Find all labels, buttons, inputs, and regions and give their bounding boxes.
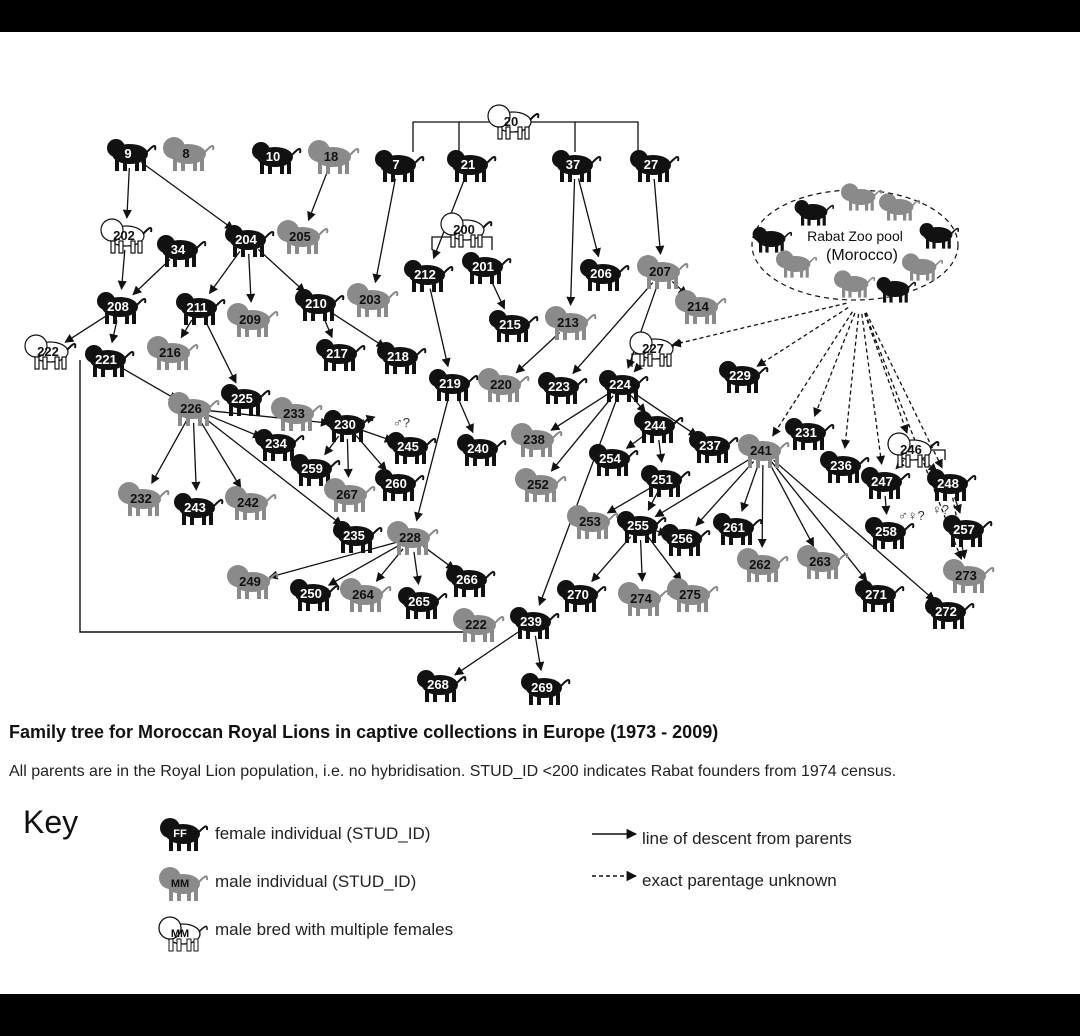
lion-node	[447, 150, 495, 182]
lion-node	[797, 545, 847, 579]
descent-line	[417, 398, 449, 521]
lion-node	[943, 559, 993, 593]
descent-line	[65, 315, 108, 343]
lion-id-label: 209	[239, 312, 261, 327]
lion-node	[227, 565, 277, 599]
lion-node	[308, 140, 358, 174]
lion-node	[557, 580, 605, 612]
key-descent-text: line of descent from parents	[642, 829, 852, 848]
lion-node	[429, 369, 477, 401]
lion-id-label: 216	[159, 345, 181, 360]
lion-id-label: 267	[336, 487, 358, 502]
lion-node	[785, 418, 833, 450]
lion-node	[271, 397, 321, 431]
descent-line	[309, 170, 328, 220]
descent-line	[762, 465, 763, 547]
lion-id-label: 211	[186, 300, 208, 315]
lion-node	[641, 465, 689, 497]
descent-line	[430, 289, 448, 367]
lion-id-label: 272	[935, 604, 957, 619]
lion-node	[387, 521, 437, 555]
lion-id-label: 213	[557, 315, 579, 330]
bottom-bar	[0, 994, 1080, 1036]
lion-id-label: 269	[531, 680, 553, 695]
lion-node	[567, 505, 617, 539]
lion-node	[457, 434, 505, 466]
svg-text:MM: MM	[170, 928, 190, 940]
lion-node	[347, 283, 397, 317]
lion-node	[943, 515, 991, 547]
lion-node	[637, 255, 687, 289]
descent-line	[122, 250, 125, 289]
descent-line	[885, 496, 886, 514]
lion-id-label: 223	[548, 379, 570, 394]
svg-text:FF: FF	[173, 828, 187, 840]
lion-id-label: 236	[830, 458, 852, 473]
unknown-parentage-line	[865, 313, 907, 433]
lion-node	[618, 582, 668, 616]
lion-id-label: 214	[687, 299, 709, 314]
lion-id-label: 247	[871, 474, 893, 489]
lion-id-label: 257	[953, 522, 975, 537]
lion-id-label: 261	[723, 520, 745, 535]
descent-line	[414, 552, 419, 584]
lion-id-label: 244	[644, 418, 666, 433]
lion-node	[927, 469, 975, 501]
descent-line	[641, 540, 643, 581]
lion-id-label: 248	[937, 476, 959, 491]
lion-node	[340, 578, 390, 612]
key-male-icon	[159, 867, 207, 901]
lion-id-label: 215	[499, 317, 521, 332]
descent-line	[571, 179, 575, 305]
lion-id-label: 226	[180, 401, 202, 416]
key-multi-text: male bred with multiple females	[215, 920, 454, 939]
lion-node	[888, 433, 938, 467]
pool-lion	[834, 270, 874, 297]
lion-id-label: 243	[184, 500, 206, 515]
lion-id-label: 268	[427, 677, 449, 692]
diagram-canvas	[0, 32, 1080, 994]
descent-line	[458, 397, 473, 433]
lion-id-label: 217	[326, 346, 348, 361]
lion-node	[719, 361, 767, 393]
lion-id-label: 203	[359, 292, 381, 307]
key-icons	[155, 810, 215, 960]
descent-line	[120, 367, 177, 400]
lion-id-label: 224	[609, 377, 631, 392]
descent-line	[551, 393, 610, 431]
lion-id-label: 20	[503, 114, 519, 129]
lion-node	[538, 372, 586, 404]
lion-node	[861, 467, 909, 499]
descent-line	[774, 460, 935, 600]
descent-line	[194, 423, 197, 490]
lion-node	[118, 482, 168, 516]
descent-line	[535, 636, 541, 670]
lion-id-label: 265	[408, 594, 430, 609]
lion-node	[176, 293, 224, 325]
lion-node	[417, 670, 465, 702]
lion-id-label: 27	[643, 157, 659, 172]
lion-node	[277, 220, 327, 254]
descent-line	[539, 398, 617, 605]
lion-id-label: 263	[809, 554, 831, 569]
lion-id-label: 256	[671, 531, 693, 546]
lion-id-label: 266	[456, 572, 478, 587]
pool-label-2: (Morocco)	[825, 247, 899, 264]
descent-line	[325, 436, 339, 454]
lion-node	[580, 259, 628, 291]
svg-text:MM: MM	[170, 878, 190, 890]
lion-id-label: 258	[875, 524, 897, 539]
descent-line	[491, 280, 504, 309]
unknown-parent-mark: ♂♀?	[898, 508, 925, 523]
lion-node	[85, 345, 133, 377]
lion-node	[453, 608, 503, 642]
lion-node	[221, 384, 269, 416]
pool-lion	[902, 253, 942, 280]
key-female-icon	[160, 818, 207, 851]
pool-label-1: Rabat Zoo pool	[807, 228, 903, 244]
lion-id-label: 231	[795, 425, 817, 440]
lion-node	[589, 444, 637, 476]
lion-id-label: 210	[305, 296, 327, 311]
descent-line	[631, 396, 645, 413]
lion-id-label: 37	[565, 157, 581, 172]
lion-id-label: 200	[453, 222, 475, 237]
descent-line	[249, 254, 251, 302]
lion-id-label: 208	[107, 299, 129, 314]
descent-line	[127, 168, 129, 218]
lion-id-label: 229	[729, 368, 751, 383]
lion-node	[617, 511, 665, 543]
figure-title: Family tree for Moroccan Royal Lions in captive collections in Europe (1973 - 2009)	[9, 722, 719, 742]
figure-subtitle: All parents are in the Royal Lion population, i.e. no hybridisation. STUD_ID <200 indicates Rabat founders from 1974 census.	[9, 763, 897, 780]
lion-node	[324, 410, 372, 442]
lion-node	[661, 524, 709, 556]
key-male-text: male individual (STUD_ID)	[215, 872, 417, 891]
lion-id-label: 253	[579, 514, 601, 529]
descent-line	[141, 162, 233, 229]
lion-id-label: 225	[231, 391, 253, 406]
lion-node	[316, 339, 364, 371]
lion-id-label: 8	[182, 146, 190, 161]
lion-id-label: 239	[520, 614, 542, 629]
lion-id-label: 221	[95, 352, 117, 367]
lion-node	[225, 486, 275, 520]
lion-node	[387, 432, 435, 464]
lion-id-label: 204	[235, 232, 257, 247]
lion-id-label: 232	[130, 491, 152, 506]
descent-line	[578, 179, 598, 257]
pool-lion	[753, 227, 792, 253]
key-female-text: female individual (STUD_ID)	[215, 824, 431, 843]
pool-lion	[879, 193, 919, 220]
lion-id-label: 205	[289, 229, 311, 244]
lion-id-label: 238	[523, 432, 545, 447]
lion-node	[689, 431, 737, 463]
lion-node	[398, 587, 446, 619]
descent-line	[210, 251, 240, 293]
lion-id-label: 235	[343, 528, 365, 543]
lion-node	[168, 392, 218, 426]
lion-node	[713, 513, 761, 545]
descent-line	[347, 439, 348, 477]
lion-id-label: 202	[113, 228, 135, 243]
lion-id-label: 233	[283, 406, 305, 421]
lion-node	[441, 213, 491, 247]
unknown-parent-mark: ♂?	[393, 415, 410, 430]
unknown-parentage-line	[757, 308, 848, 367]
lion-id-label: 228	[399, 530, 421, 545]
lion-node	[738, 434, 788, 468]
descent-line	[152, 421, 186, 483]
lion-id-label: 250	[300, 586, 322, 601]
lion-id-label: 273	[955, 568, 977, 583]
lion-id-label: 249	[239, 574, 261, 589]
key-multi-icon	[159, 917, 207, 951]
lion-node	[488, 105, 538, 139]
lion-id-label: 227	[642, 341, 664, 356]
lion-node	[675, 290, 725, 324]
lion-node	[147, 336, 197, 370]
lion-node	[737, 548, 787, 582]
lion-id-label: 18	[323, 149, 339, 164]
lion-node	[630, 332, 680, 366]
lion-node	[510, 607, 558, 639]
lion-node	[925, 597, 973, 629]
descent-line	[608, 487, 652, 513]
lion-id-label: 219	[439, 376, 461, 391]
lion-node	[545, 306, 595, 340]
key-heading: Key	[23, 804, 79, 840]
family-tree-diagram	[0, 32, 1080, 712]
lion-node	[515, 468, 565, 502]
lion-id-label: 264	[352, 587, 374, 602]
lion-node	[478, 368, 528, 402]
lion-node	[552, 150, 600, 182]
lion-id-label: 21	[460, 157, 476, 172]
unknown-parentage-line	[862, 314, 882, 464]
pool-lion	[795, 200, 834, 226]
key-unknown-text: exact parentage unknown	[642, 871, 837, 890]
lion-id-label: 212	[414, 267, 436, 282]
lion-id-label: 9	[124, 146, 132, 161]
lion-id-label: 220	[490, 377, 512, 392]
lion-id-label: 234	[265, 436, 287, 451]
descent-line	[375, 179, 395, 283]
lion-id-label: 274	[630, 591, 652, 606]
lion-id-label: 262	[749, 557, 771, 572]
lion-node	[107, 139, 155, 171]
lion-id-label: 259	[301, 461, 323, 476]
lion-node	[462, 252, 510, 284]
lion-id-label: 254	[599, 451, 621, 466]
lion-node	[225, 225, 273, 257]
descent-line	[654, 179, 660, 254]
lion-node	[97, 292, 145, 324]
lion-node	[489, 310, 537, 342]
lion-id-label: 207	[649, 264, 671, 279]
lion-id-label: 252	[527, 477, 549, 492]
lion-node	[855, 580, 903, 612]
lion-id-label: 242	[237, 495, 259, 510]
lion-id-label: 246	[900, 442, 922, 457]
pool-lion	[877, 277, 916, 303]
lion-id-label: 251	[651, 472, 673, 487]
lion-id-label: 271	[865, 587, 887, 602]
lion-node	[377, 342, 425, 374]
lion-node	[157, 235, 205, 267]
lion-id-label: 255	[627, 518, 649, 533]
lion-node	[324, 478, 374, 512]
lion-id-label: 270	[567, 587, 589, 602]
lion-node	[667, 578, 717, 612]
lion-node	[375, 150, 423, 182]
lion-node	[375, 469, 423, 501]
lion-id-label: 245	[397, 439, 419, 454]
descent-line	[269, 542, 398, 578]
lion-id-label: 201	[472, 259, 494, 274]
lion-node	[404, 260, 452, 292]
key-line-icons	[590, 824, 640, 884]
lion-node	[820, 451, 868, 483]
lion-node	[163, 137, 213, 171]
lion-id-label: 260	[385, 476, 407, 491]
lion-node	[101, 219, 151, 253]
descent-line	[133, 260, 170, 295]
lion-id-label: 275	[679, 587, 701, 602]
lion-id-label: 34	[170, 242, 186, 257]
lion-id-label: 222	[465, 617, 487, 632]
lion-node	[174, 493, 222, 525]
lion-node	[521, 673, 569, 705]
unknown-parent-mark: ♀?	[932, 502, 949, 517]
lion-id-label: 230	[334, 417, 356, 432]
unknown-parentage-line	[815, 313, 855, 416]
descent-line	[205, 321, 236, 383]
lion-id-label: 218	[387, 349, 409, 364]
lion-node	[446, 565, 494, 597]
pool-lion	[776, 250, 816, 277]
descent-line	[592, 537, 631, 582]
lion-id-label: 206	[590, 266, 612, 281]
descent-line	[516, 333, 560, 373]
lion-id-label: 10	[265, 149, 281, 164]
lion-node	[227, 303, 277, 337]
lion-id-label: 240	[467, 441, 489, 456]
descent-line	[258, 249, 304, 291]
lion-node	[630, 150, 678, 182]
lion-node	[252, 142, 300, 174]
pool-lion	[841, 183, 881, 210]
lion-id-label: 7	[392, 157, 400, 172]
lion-id-label: 241	[750, 443, 772, 458]
descent-line	[659, 440, 662, 462]
lion-id-label: 237	[699, 438, 721, 453]
lion-id-label: 222	[37, 344, 59, 359]
